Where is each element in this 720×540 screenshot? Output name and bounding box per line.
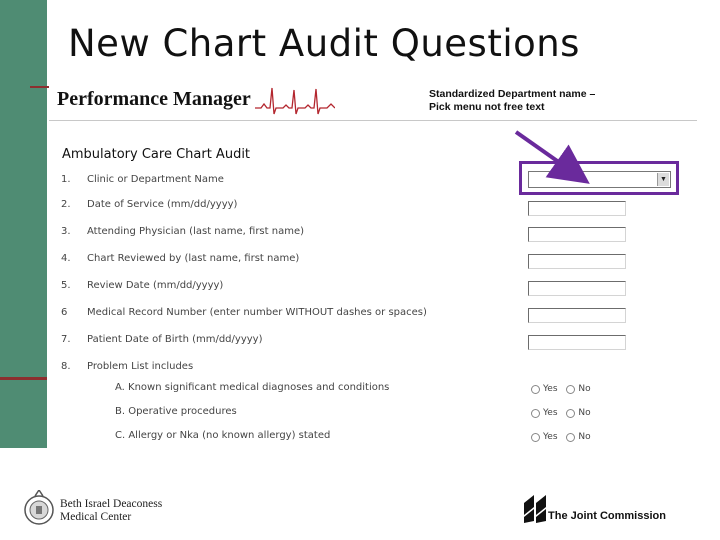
no-label: No xyxy=(578,384,591,394)
question-label: Attending Physician (last name, first name) xyxy=(87,226,304,237)
ecg-icon xyxy=(255,84,335,118)
question-label: Chart Reviewed by (last name, first name) xyxy=(87,253,300,264)
no-radio[interactable] xyxy=(566,409,575,418)
medical-record-number-input[interactable] xyxy=(528,308,626,323)
slide-title: New Chart Audit Questions xyxy=(68,22,580,65)
question-row xyxy=(49,226,489,244)
yes-radio[interactable] xyxy=(531,409,540,418)
left-accent-bar xyxy=(0,0,47,448)
question-number: 5. xyxy=(61,280,71,291)
question-number: 6 xyxy=(61,307,68,318)
highlight-box xyxy=(519,161,679,195)
subquestion-row xyxy=(49,430,489,448)
header-divider xyxy=(49,120,697,121)
no-label: No xyxy=(578,408,591,418)
subquestion-label: B. Operative procedures xyxy=(115,406,237,417)
question-row xyxy=(49,334,489,352)
subquestion-label: A. Known significant medical diagnoses and conditions xyxy=(115,382,390,393)
question-row xyxy=(49,307,489,325)
no-radio[interactable] xyxy=(566,385,575,394)
bidmc-seal-icon xyxy=(22,490,56,528)
bidmc-line-2: Medical Center xyxy=(60,511,132,523)
question-number: 7. xyxy=(61,334,71,345)
title-rule xyxy=(30,86,50,88)
chevron-down-icon[interactable]: ▼ xyxy=(657,173,669,186)
attending-physician-input[interactable] xyxy=(528,227,626,242)
yes-radio[interactable] xyxy=(531,385,540,394)
yes-label: Yes xyxy=(543,384,558,394)
question-number: 3. xyxy=(61,226,71,237)
yes-no-radio-group xyxy=(531,384,597,395)
performance-manager-logo: Performance Manager xyxy=(57,88,251,110)
question-row xyxy=(49,199,489,217)
question-label: Clinic or Department Name xyxy=(87,174,224,185)
question-row xyxy=(49,174,489,192)
question-label: Review Date (mm/dd/yyyy) xyxy=(87,280,224,291)
yes-label: Yes xyxy=(543,408,558,418)
patient-dob-input[interactable] xyxy=(528,335,626,350)
date-of-service-input[interactable] xyxy=(528,201,626,216)
subquestion-label: C. Allergy or Nka (no known allergy) stated xyxy=(115,430,331,441)
question-row xyxy=(49,361,489,379)
question-label: Problem List includes xyxy=(87,361,194,372)
joint-commission-logo-icon xyxy=(524,495,548,523)
yes-no-radio-group xyxy=(531,408,597,419)
question-label: Patient Date of Birth (mm/dd/yyyy) xyxy=(87,334,263,345)
question-number: 2. xyxy=(61,199,71,210)
subquestion-row xyxy=(49,382,489,400)
reviewer-input[interactable] xyxy=(528,254,626,269)
review-date-input[interactable] xyxy=(528,281,626,296)
question-number: 4. xyxy=(61,253,71,264)
yes-radio[interactable] xyxy=(531,433,540,442)
joint-commission-wordmark: The Joint Commission xyxy=(548,510,666,522)
form-title: Ambulatory Care Chart Audit xyxy=(62,147,251,162)
app-screenshot xyxy=(49,74,697,454)
question-row xyxy=(49,280,489,298)
callout-note: Standardized Department name – Pick menu not free text xyxy=(429,88,596,113)
no-label: No xyxy=(578,432,591,442)
yes-label: Yes xyxy=(543,432,558,442)
bidmc-wordmark xyxy=(60,498,162,524)
question-row xyxy=(49,253,489,271)
question-number: 8. xyxy=(61,361,71,372)
subquestion-row xyxy=(49,406,489,424)
question-label: Date of Service (mm/dd/yyyy) xyxy=(87,199,238,210)
question-label: Medical Record Number (enter number WITHOUT dashes or spaces) xyxy=(87,307,427,318)
bidmc-line-1: Beth Israel Deaconess xyxy=(60,498,163,510)
yes-no-radio-group xyxy=(531,432,597,443)
no-radio[interactable] xyxy=(566,433,575,442)
question-number: 1. xyxy=(61,174,71,185)
left-red-stripe xyxy=(0,377,47,380)
